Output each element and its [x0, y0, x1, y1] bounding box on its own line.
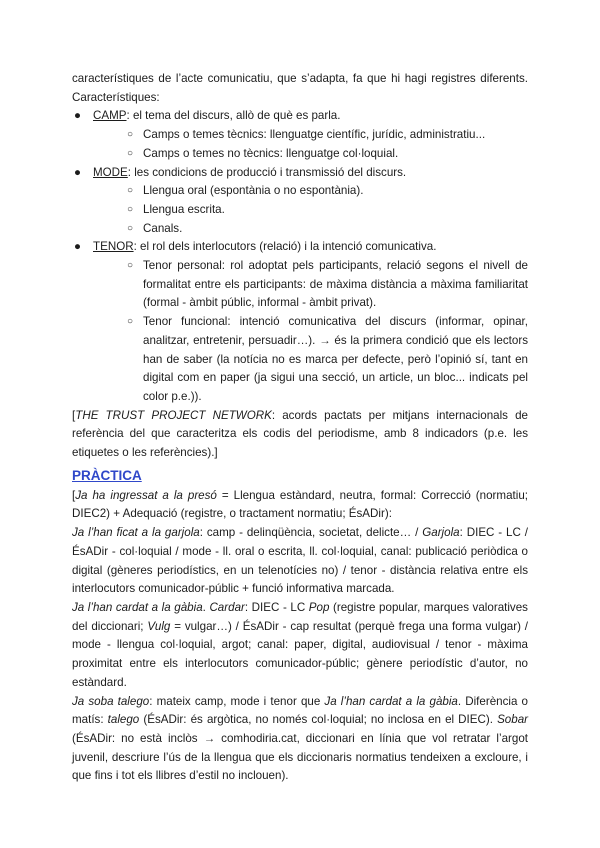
bullet-circle-icon: ○ — [127, 185, 134, 197]
document-body — [72, 70, 528, 786]
practica-paragraph-3: Ja l’han cardat a la gàbia. Cardar: DIEC - LC Pop (registre popular, marques valoratives del diccionari; Vulg = vulgar…) / ÉsADir - cap resultat (perquè frega una forma vulgar) / mode - llengua col·loquial, argot; canal: paper, digital, audiovisual / tenor - màxima proximitat entre els interlocutors comunicador-públic; gènere periodístic d’autor, no estàndard. — [72, 600, 528, 689]
trust-project-paragraph: [THE TRUST PROJECT NETWORK: acords pactats per mitjans internacionals de referència del que caracteritza els codis del periodisme, amb 8 indicadors (p.e. les etiquetes o les referències).] — [72, 408, 529, 460]
bullet-circle-icon: ○ — [127, 147, 134, 159]
trust-project-title: THE TRUST PROJECT NETWORK — [75, 408, 272, 422]
sub-item — [72, 145, 528, 164]
sub-item — [72, 257, 528, 313]
camp-definition: : el tema del discurs, allò de què es parla. — [126, 109, 341, 123]
practica-paragraph-4: Ja soba talego: mateix camp, mode i tenor que Ja l’han cardat a la gàbia. Diferència o matís: talego (ÉsADir: és argòtica, no només col·loquial; no inclosa en el DIEC). Sobar (ÉsADir: no està inclòs → comhodiria.cat, diccionari en línia que vol retratar l’argot juvenil, descriure l’ús de la llengua que els diccionaris normatius tendeixen a excloure, i que fins i tot els llibres d’estil no inclouen). — [72, 694, 528, 783]
bullet-circle-icon: ○ — [127, 316, 134, 328]
bullet-circle-icon: ○ — [127, 129, 134, 141]
sub-item-text: Camps o temes no tècnics: llenguatge col·loquial. — [143, 146, 399, 160]
bullet-dot-icon: ● — [74, 165, 82, 179]
bullet-mode — [72, 164, 528, 183]
characteristics-label: Característiques: — [72, 90, 160, 104]
mode-definition: : les condicions de producció i transmissió del discurs. — [127, 165, 407, 179]
bullet-circle-icon: ○ — [127, 203, 134, 215]
tenor-term: TENOR — [93, 240, 134, 254]
tenor-definition: : el rol dels interlocutors (relació) i la intenció comunicativa. — [133, 240, 437, 254]
bullet-dot-icon: ● — [74, 240, 82, 254]
mode-term: MODE — [93, 165, 128, 179]
sub-item-text: Llengua oral (espontània o no espontània). — [143, 184, 364, 198]
bullet-circle-icon: ○ — [127, 260, 134, 272]
sub-item — [72, 126, 528, 145]
bullet-circle-icon: ○ — [127, 222, 134, 234]
bullet-camp — [72, 107, 528, 126]
camp-term: CAMP — [93, 109, 127, 123]
sub-item — [72, 220, 528, 239]
sub-item-text: Camps o temes tècnics: llenguatge científic, jurídic, administratiu... — [143, 128, 486, 142]
sub-item — [72, 182, 528, 201]
sub-item-text: Canals. — [143, 221, 183, 235]
bullet-tenor — [72, 238, 528, 257]
sub-item — [72, 313, 528, 407]
section-heading: PRÀCTICA — [72, 467, 142, 483]
practica-paragraph-2: Ja l’han ficat a la garjola: camp - delinqüència, societat, delicte… / Garjola: DIEC - LC / ÉsADir - col·loquial / mode - ll. oral o escrita, ll. col·loquial, canal: publicació periòdica o digital (gèneres periodístics, en un telenotícies no) / tenor - distància relativa entre els interlocutors comunicador-públic + funció informativa marcada. — [72, 526, 528, 596]
tenor-funcional-text: Tenor funcional: intenció comunicativa del discurs (informar, opinar, analitzar, entretenir, persuadir…). → és la primera condició que els lectors han de saber (la notícia no es marca per defecte, però l’opinió sí, tant en digital com en paper (ja sigui una secció, un article, un bloc... indicats pel color p.e.)). — [143, 315, 528, 403]
sub-item — [72, 201, 528, 220]
bullet-dot-icon: ● — [74, 109, 82, 123]
intro-line: característiques de l’acte comunicatiu, que s’adapta, fa que hi hagi registres diferents. — [72, 72, 528, 85]
practica-paragraph-1: [Ja ha ingressat a la presó = Llengua estàndard, neutra, formal: Correcció (normatiu; DIEC2) + Adequació (registre, o tractament normatiu; ÉsADir): — [72, 488, 528, 521]
sub-item-text: Llengua escrita. — [143, 202, 225, 216]
tenor-personal-text: Tenor personal: rol adoptat pels participants, relació segons el nivell de formalitat entre els participants: de màxima distància a màxima familiaritat (formal - àmbit públic, informal - àmbit privat). — [143, 259, 528, 310]
